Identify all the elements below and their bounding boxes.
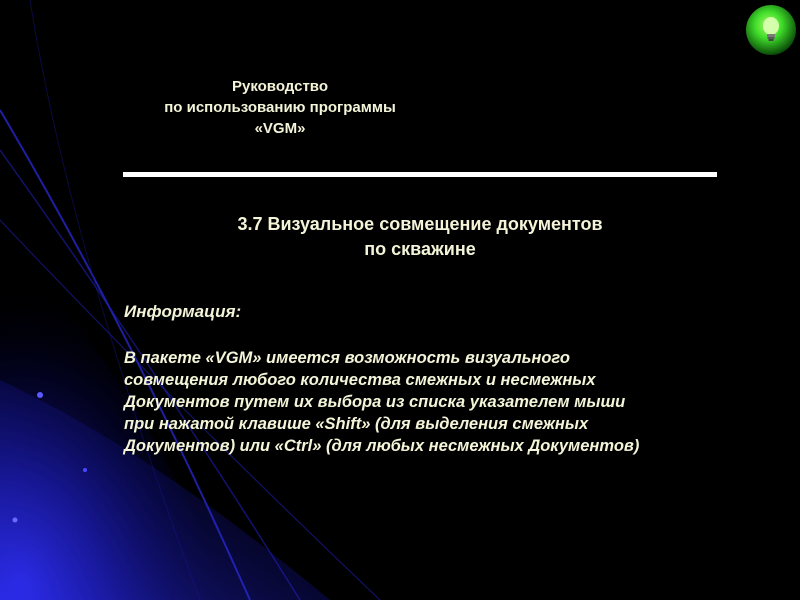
header-line: «VGM» bbox=[254, 120, 306, 137]
header-line: по использованию программы bbox=[164, 99, 396, 116]
section-title bbox=[150, 212, 690, 262]
info-body-line: совмещения любого количества смежных и несмежных bbox=[124, 371, 596, 389]
divider bbox=[123, 172, 717, 177]
manual-header bbox=[120, 76, 440, 139]
info-label: Информация: bbox=[124, 302, 242, 321]
info-body-line: Документов) или «Ctrl» (для любых несмежных Документов) bbox=[124, 437, 640, 455]
info-body-line: В пакете «VGM» имеется возможность визуального bbox=[124, 349, 570, 367]
lightbulb-button[interactable] bbox=[745, 4, 797, 56]
info-body-line: Документов путем их выбора из списка указателем мыши bbox=[124, 393, 626, 411]
section-title-line: 3.7 Визуальное совмещение документов bbox=[237, 214, 603, 234]
info-body bbox=[124, 347, 639, 457]
info-body-line: при нажатой клавише «Shift» (для выделения смежных bbox=[124, 415, 589, 433]
header-line: Руководство bbox=[231, 78, 328, 95]
section-title-line: по скважине bbox=[364, 239, 476, 259]
